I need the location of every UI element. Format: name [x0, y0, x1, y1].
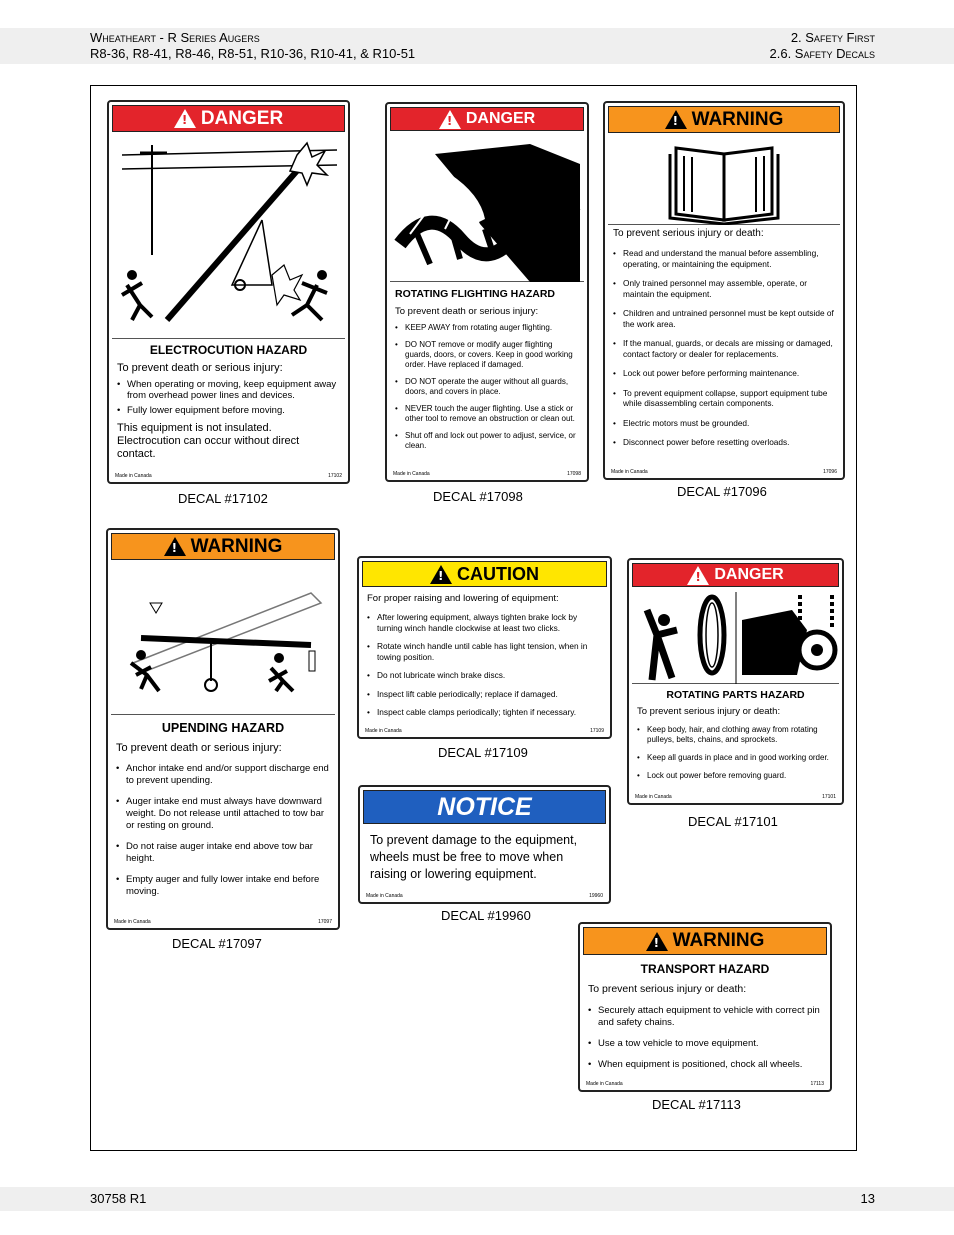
signal-word: WARNING — [691, 108, 784, 130]
decal-17097 — [106, 528, 340, 930]
decal-number: 17102 — [328, 473, 342, 479]
decal-number: 17101 — [822, 794, 836, 800]
list-item: • Anchor intake end and/or support discharge end to prevent upending. — [116, 763, 332, 787]
list-item: • After lowering equipment, always tighten brake lock by turning winch handle clockwise at least two clicks. — [367, 612, 604, 633]
hazard-title: TRANSPORT HAZARD — [640, 962, 770, 976]
alert-triangle-icon — [174, 109, 196, 128]
signal-word: WARNING — [190, 535, 283, 557]
instruction-list — [108, 763, 338, 898]
list-item: • KEEP AWAY from rotating auger flighting. — [395, 323, 581, 333]
made-in: Made in Canada — [366, 893, 403, 899]
made-in: Made in Canada — [365, 728, 402, 734]
made-in: Made in Canada — [393, 471, 430, 477]
decal-17113 — [578, 922, 832, 1092]
page-header — [0, 28, 954, 64]
manual-pictogram — [608, 136, 840, 225]
list-item: • To prevent equipment collapse, support equipment tube while disassembling certain components. — [613, 388, 837, 409]
upending-pictogram — [111, 563, 335, 715]
decal-number: 17098 — [567, 471, 581, 477]
document-number: 30758 R1 — [90, 1191, 147, 1206]
made-in: Made in Canada — [114, 919, 151, 925]
list-item: • Keep all guards in place and in good working order. — [637, 753, 836, 763]
list-item: • Read and understand the manual before assembling, operating, or maintaining the equipment. — [613, 248, 837, 269]
manual-title: Wheatheart - R Series Augers — [90, 30, 260, 45]
signal-word: NOTICE — [437, 792, 532, 821]
intro-text: To prevent death or serious injury: — [117, 362, 283, 374]
list-item: • Keep body, hair, and clothing away from rotating pulleys, belts, chains, and sprockets. — [637, 725, 836, 745]
signal-band — [111, 533, 335, 560]
model-list: R8-36, R8-41, R8-46, R8-51, R10-36, R10-41, & R10-51 — [90, 46, 416, 61]
list-item: • Shut off and lock out power to adjust, service, or clean. — [395, 431, 581, 451]
list-item: • Lock out power before performing maintenance. — [613, 368, 837, 379]
decal-number: 17113 — [810, 1081, 824, 1087]
alert-triangle-icon — [164, 537, 186, 556]
hazard-title: ROTATING PARTS HAZARD — [666, 689, 805, 701]
electrocution-pictogram — [112, 135, 345, 339]
alert-triangle-icon — [665, 110, 687, 129]
decal-caption: DECAL #19960 — [441, 908, 531, 923]
subsection-title: 2.6. Safety Decals — [769, 46, 875, 61]
list-item: • Fully lower equipment before moving. — [117, 405, 342, 416]
alert-triangle-icon — [687, 566, 709, 585]
decal-caption: DECAL #17101 — [688, 814, 778, 829]
flighting-pictogram — [390, 134, 584, 282]
alert-triangle-icon — [439, 110, 461, 129]
list-item: • Rotate winch handle until cable has light tension, when in towing position. — [367, 641, 604, 662]
decal-caption: DECAL #17102 — [178, 491, 268, 506]
decal-caption: DECAL #17113 — [652, 1097, 741, 1112]
instruction-list — [109, 379, 348, 416]
decal-number: 17096 — [823, 469, 837, 475]
signal-word: DANGER — [465, 110, 536, 127]
list-item: • Electric motors must be grounded. — [613, 418, 837, 429]
instruction-list — [605, 248, 843, 448]
decal-17098 — [385, 102, 589, 482]
list-item: • Do not raise auger intake end above tow bar height. — [116, 841, 332, 865]
instruction-list — [629, 725, 842, 781]
instruction-list — [387, 323, 587, 451]
list-item: • Children and untrained personnel must be kept outside of the work area. — [613, 308, 837, 329]
decal-caption: DECAL #17096 — [677, 484, 767, 499]
list-item: • Lock out power before removing guard. — [637, 771, 836, 781]
notice-text: To prevent damage to the equipment, wheels must be free to move when raising or lowering equipment. — [370, 833, 578, 881]
decal-17096 — [603, 101, 845, 480]
instruction-list — [359, 612, 610, 718]
signal-word: DANGER — [200, 107, 284, 129]
decal-number: 19960 — [589, 893, 603, 899]
instruction-list — [580, 1005, 830, 1071]
list-item: • If the manual, guards, or decals are missing or damaged, contact factory or dealer for replacements. — [613, 338, 837, 359]
made-in: Made in Canada — [586, 1081, 623, 1087]
list-item: • Securely attach equipment to vehicle with correct pin and safety chains. — [588, 1005, 824, 1029]
hazard-title: ELECTROCUTION HAZARD — [149, 343, 308, 357]
list-item: • Empty auger and fully lower intake end before moving. — [116, 874, 332, 898]
list-item: • Only trained personnel may assemble, operate, or maintain the equipment. — [613, 278, 837, 299]
signal-band — [390, 107, 584, 131]
signal-band — [583, 927, 827, 955]
intro-text: For proper raising and lowering of equipment: — [367, 593, 559, 604]
decal-19960 — [358, 785, 611, 904]
page-number: 13 — [860, 1191, 875, 1206]
signal-word: CAUTION — [457, 563, 539, 584]
list-item: • Inspect cable clamps periodically; tighten if necessary. — [367, 707, 604, 718]
made-in: Made in Canada — [115, 473, 152, 479]
made-in: Made in Canada — [635, 794, 672, 800]
decal-number: 17109 — [590, 728, 604, 734]
alert-triangle-icon — [430, 565, 452, 584]
decal-caption: DECAL #17097 — [172, 936, 262, 951]
list-item: • Do not lubricate winch brake discs. — [367, 670, 604, 681]
section-title: 2. Safety First — [790, 30, 875, 45]
intro-text: To prevent death or serious injury: — [395, 306, 539, 317]
hazard-title: UPENDING HAZARD — [161, 721, 285, 735]
list-item: • Use a tow vehicle to move equipment. — [588, 1038, 824, 1050]
intro-text: To prevent serious injury or death: — [637, 706, 781, 717]
signal-band — [608, 106, 840, 133]
intro-text: To prevent serious injury or death: — [588, 983, 747, 995]
decal-17101 — [627, 558, 844, 805]
signal-band — [632, 563, 839, 587]
list-item: • NEVER touch the auger flighting. Use a stick or other tool to remove an obstruction or clean out. — [395, 404, 581, 424]
decal-17102 — [107, 100, 350, 484]
list-item: • Auger intake end must always have downward weight. Do not release until attached to tow bar or resting on ground. — [116, 796, 332, 832]
list-item: • DO NOT operate the auger without all guards, doors, and covers in place. — [395, 377, 581, 397]
insulation-note: This equipment is not insulated. Electrocution can occur without direct contact. — [117, 422, 300, 460]
intro-text: To prevent serious injury or death: — [613, 228, 764, 239]
intro-text: To prevent death or serious injury: — [116, 742, 282, 754]
list-item: • Inspect lift cable periodically; replace if damaged. — [367, 689, 604, 700]
signal-word: DANGER — [714, 566, 784, 583]
alert-triangle-icon — [646, 932, 668, 951]
made-in: Made in Canada — [611, 469, 648, 475]
list-item: • Disconnect power before resetting overloads. — [613, 437, 837, 448]
signal-band — [363, 790, 606, 824]
decal-caption: DECAL #17109 — [438, 745, 528, 760]
signal-word: WARNING — [672, 930, 765, 951]
signal-band — [112, 105, 345, 132]
header-left — [90, 30, 415, 62]
page-footer — [0, 1187, 954, 1211]
hazard-title: ROTATING FLIGHTING HAZARD — [395, 288, 556, 300]
rotating-parts-pictogram — [632, 590, 839, 684]
decal-17109 — [357, 556, 612, 739]
list-item: • DO NOT remove or modify auger flighting guards, doors, or covers. Keep in good working order. Have replaced if damaged. — [395, 340, 581, 370]
decal-caption: DECAL #17098 — [433, 489, 523, 504]
signal-band — [362, 561, 607, 587]
list-item: • When equipment is positioned, chock all wheels. — [588, 1059, 824, 1071]
header-right — [770, 30, 875, 62]
list-item: • When operating or moving, keep equipment away from overhead power lines and devices. — [117, 379, 342, 401]
decal-number: 17097 — [318, 919, 332, 925]
